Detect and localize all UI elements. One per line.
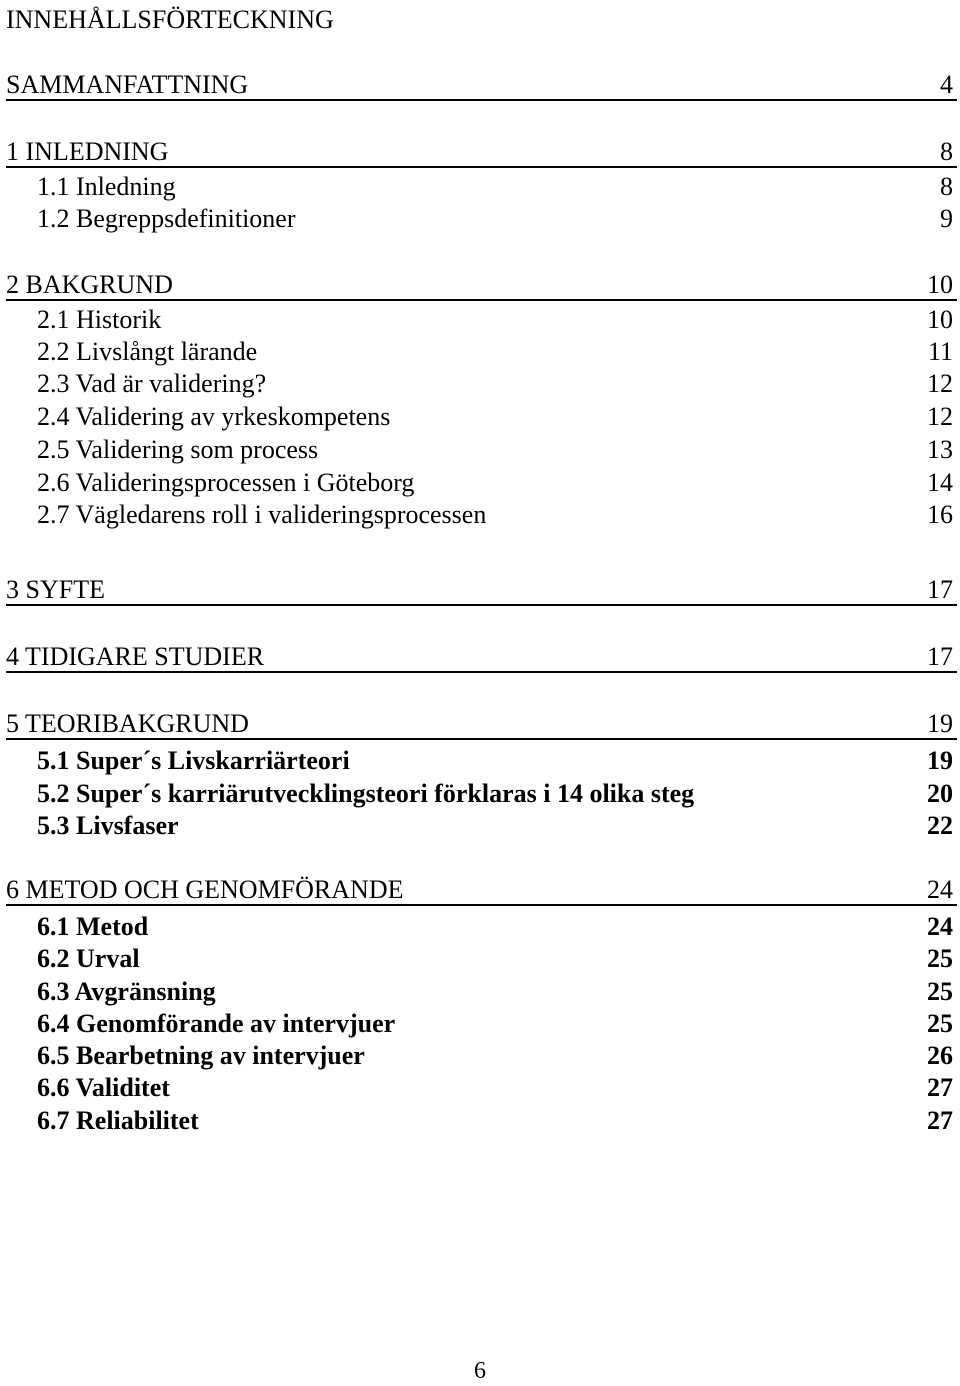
toc-entry-bakgrund[interactable] bbox=[6, 269, 957, 301]
toc-entry-page: 12 bbox=[927, 402, 953, 431]
toc-entry-page: 17 bbox=[927, 642, 953, 671]
toc-entry-page: 25 bbox=[927, 977, 953, 1006]
toc-entry-label: 4 TIDIGARE STUDIER bbox=[6, 642, 265, 671]
toc-entry-page: 22 bbox=[927, 811, 953, 840]
toc-entry-label: 5.2 Super´s karriärutvecklingsteori förklaras i 14 olika steg bbox=[37, 779, 695, 808]
toc-entry-5-2[interactable] bbox=[37, 778, 957, 810]
toc-entry-page: 12 bbox=[927, 369, 953, 398]
toc-entry-page: 10 bbox=[927, 305, 953, 334]
toc-entry-syfte[interactable] bbox=[6, 574, 957, 606]
toc-entry-metod-och-genomforande[interactable] bbox=[6, 874, 957, 906]
toc-entry-label: 3 SYFTE bbox=[6, 575, 105, 604]
page-number: 6 bbox=[474, 1358, 486, 1384]
toc-entry-2-6[interactable] bbox=[37, 467, 957, 499]
toc-entry-label: 6.3 Avgränsning bbox=[37, 977, 216, 1006]
toc-entry-2-3[interactable] bbox=[37, 368, 957, 400]
toc-entry-label: 2.2 Livslångt lärande bbox=[37, 337, 258, 366]
toc-entry-5-1[interactable] bbox=[37, 745, 957, 777]
toc-entry-page: 10 bbox=[927, 270, 953, 299]
toc-entry-5-3[interactable] bbox=[37, 810, 957, 842]
toc-entry-label: 2.1 Historik bbox=[37, 305, 162, 334]
toc-entry-2-2[interactable] bbox=[37, 336, 957, 368]
toc-entry-label: 2.5 Validering som process bbox=[37, 435, 319, 464]
toc-entry-6-2[interactable] bbox=[37, 943, 957, 975]
toc-entry-2-4[interactable] bbox=[37, 401, 957, 433]
toc-entry-label: 6.6 Validitet bbox=[37, 1073, 170, 1102]
toc-entry-page: 20 bbox=[927, 779, 953, 808]
toc-entry-2-7[interactable] bbox=[37, 499, 957, 531]
toc-entry-label: 2.6 Valideringsprocessen i Göteborg bbox=[37, 468, 415, 497]
toc-entry-6-5[interactable] bbox=[37, 1040, 957, 1072]
toc-entry-1-1[interactable] bbox=[37, 171, 957, 203]
toc-entry-page: 16 bbox=[927, 500, 953, 529]
toc-entry-teoribakgrund[interactable] bbox=[6, 708, 957, 740]
toc-entry-6-6[interactable] bbox=[37, 1072, 957, 1104]
toc-entry-page: 19 bbox=[927, 709, 953, 738]
toc-entry-page: 8 bbox=[940, 172, 953, 201]
toc-entry-2-1[interactable] bbox=[37, 304, 957, 336]
toc-entry-page: 25 bbox=[927, 1009, 953, 1038]
toc-entry-page: 13 bbox=[927, 435, 953, 464]
toc-entry-page: 14 bbox=[927, 468, 953, 497]
toc-entry-page: 19 bbox=[927, 746, 953, 775]
toc-entry-inledning[interactable] bbox=[6, 136, 957, 168]
toc-entry-label: 6.4 Genomförande av intervjuer bbox=[37, 1009, 396, 1038]
toc-entry-label: 1 INLEDNING bbox=[6, 137, 169, 166]
toc-entry-label: 6.7 Reliabilitet bbox=[37, 1106, 199, 1135]
toc-entry-page: 25 bbox=[927, 944, 953, 973]
toc-entry-6-4[interactable] bbox=[37, 1008, 957, 1040]
toc-entry-page: 17 bbox=[927, 575, 953, 604]
toc-entry-label: 5.1 Super´s Livskarriärteori bbox=[37, 746, 350, 775]
toc-entry-label: 1.2 Begreppsdefinitioner bbox=[37, 204, 296, 233]
toc-entry-label: 2.3 Vad är validering? bbox=[37, 369, 267, 398]
toc-entry-page: 27 bbox=[927, 1106, 953, 1135]
toc-entry-tidigare-studier[interactable] bbox=[6, 641, 957, 673]
toc-entry-label: 2.7 Vägledarens roll i valideringsprocessen bbox=[37, 500, 487, 529]
toc-entry-label: 2 BAKGRUND bbox=[6, 270, 173, 299]
toc-entry-page: 9 bbox=[940, 204, 953, 233]
toc-entry-label: 5 TEORIBAKGRUND bbox=[6, 709, 249, 738]
toc-entry-sammanfattning[interactable] bbox=[6, 69, 957, 101]
toc-entry-page: 26 bbox=[927, 1041, 953, 1070]
toc-entry-label: 6.5 Bearbetning av intervjuer bbox=[37, 1041, 365, 1070]
toc-entry-label: 1.1 Inledning bbox=[37, 172, 176, 201]
toc-entry-2-5[interactable] bbox=[37, 434, 957, 466]
toc-title: INNEHÅLLSFÖRTECKNING bbox=[6, 5, 334, 34]
toc-entry-6-3[interactable] bbox=[37, 976, 957, 1008]
toc-entry-page: 11 bbox=[927, 337, 953, 366]
toc-entry-label: SAMMANFATTNING bbox=[6, 70, 249, 99]
toc-entry-label: 5.3 Livsfaser bbox=[37, 811, 179, 840]
toc-entry-label: 2.4 Validering av yrkeskompetens bbox=[37, 402, 391, 431]
toc-entry-6-7[interactable] bbox=[37, 1105, 957, 1137]
toc-entry-1-2[interactable] bbox=[37, 203, 957, 235]
toc-entry-label: 6 METOD OCH GENOMFÖRANDE bbox=[6, 875, 404, 904]
toc-entry-page: 8 bbox=[940, 137, 953, 166]
toc-entry-page: 27 bbox=[927, 1073, 953, 1102]
toc-entry-page: 4 bbox=[940, 70, 953, 99]
toc-entry-label: 6.2 Urval bbox=[37, 944, 140, 973]
toc-entry-6-1[interactable] bbox=[37, 911, 957, 943]
toc-entry-page: 24 bbox=[927, 912, 953, 941]
toc-entry-page: 24 bbox=[927, 875, 953, 904]
toc-entry-label: 6.1 Metod bbox=[37, 912, 149, 941]
